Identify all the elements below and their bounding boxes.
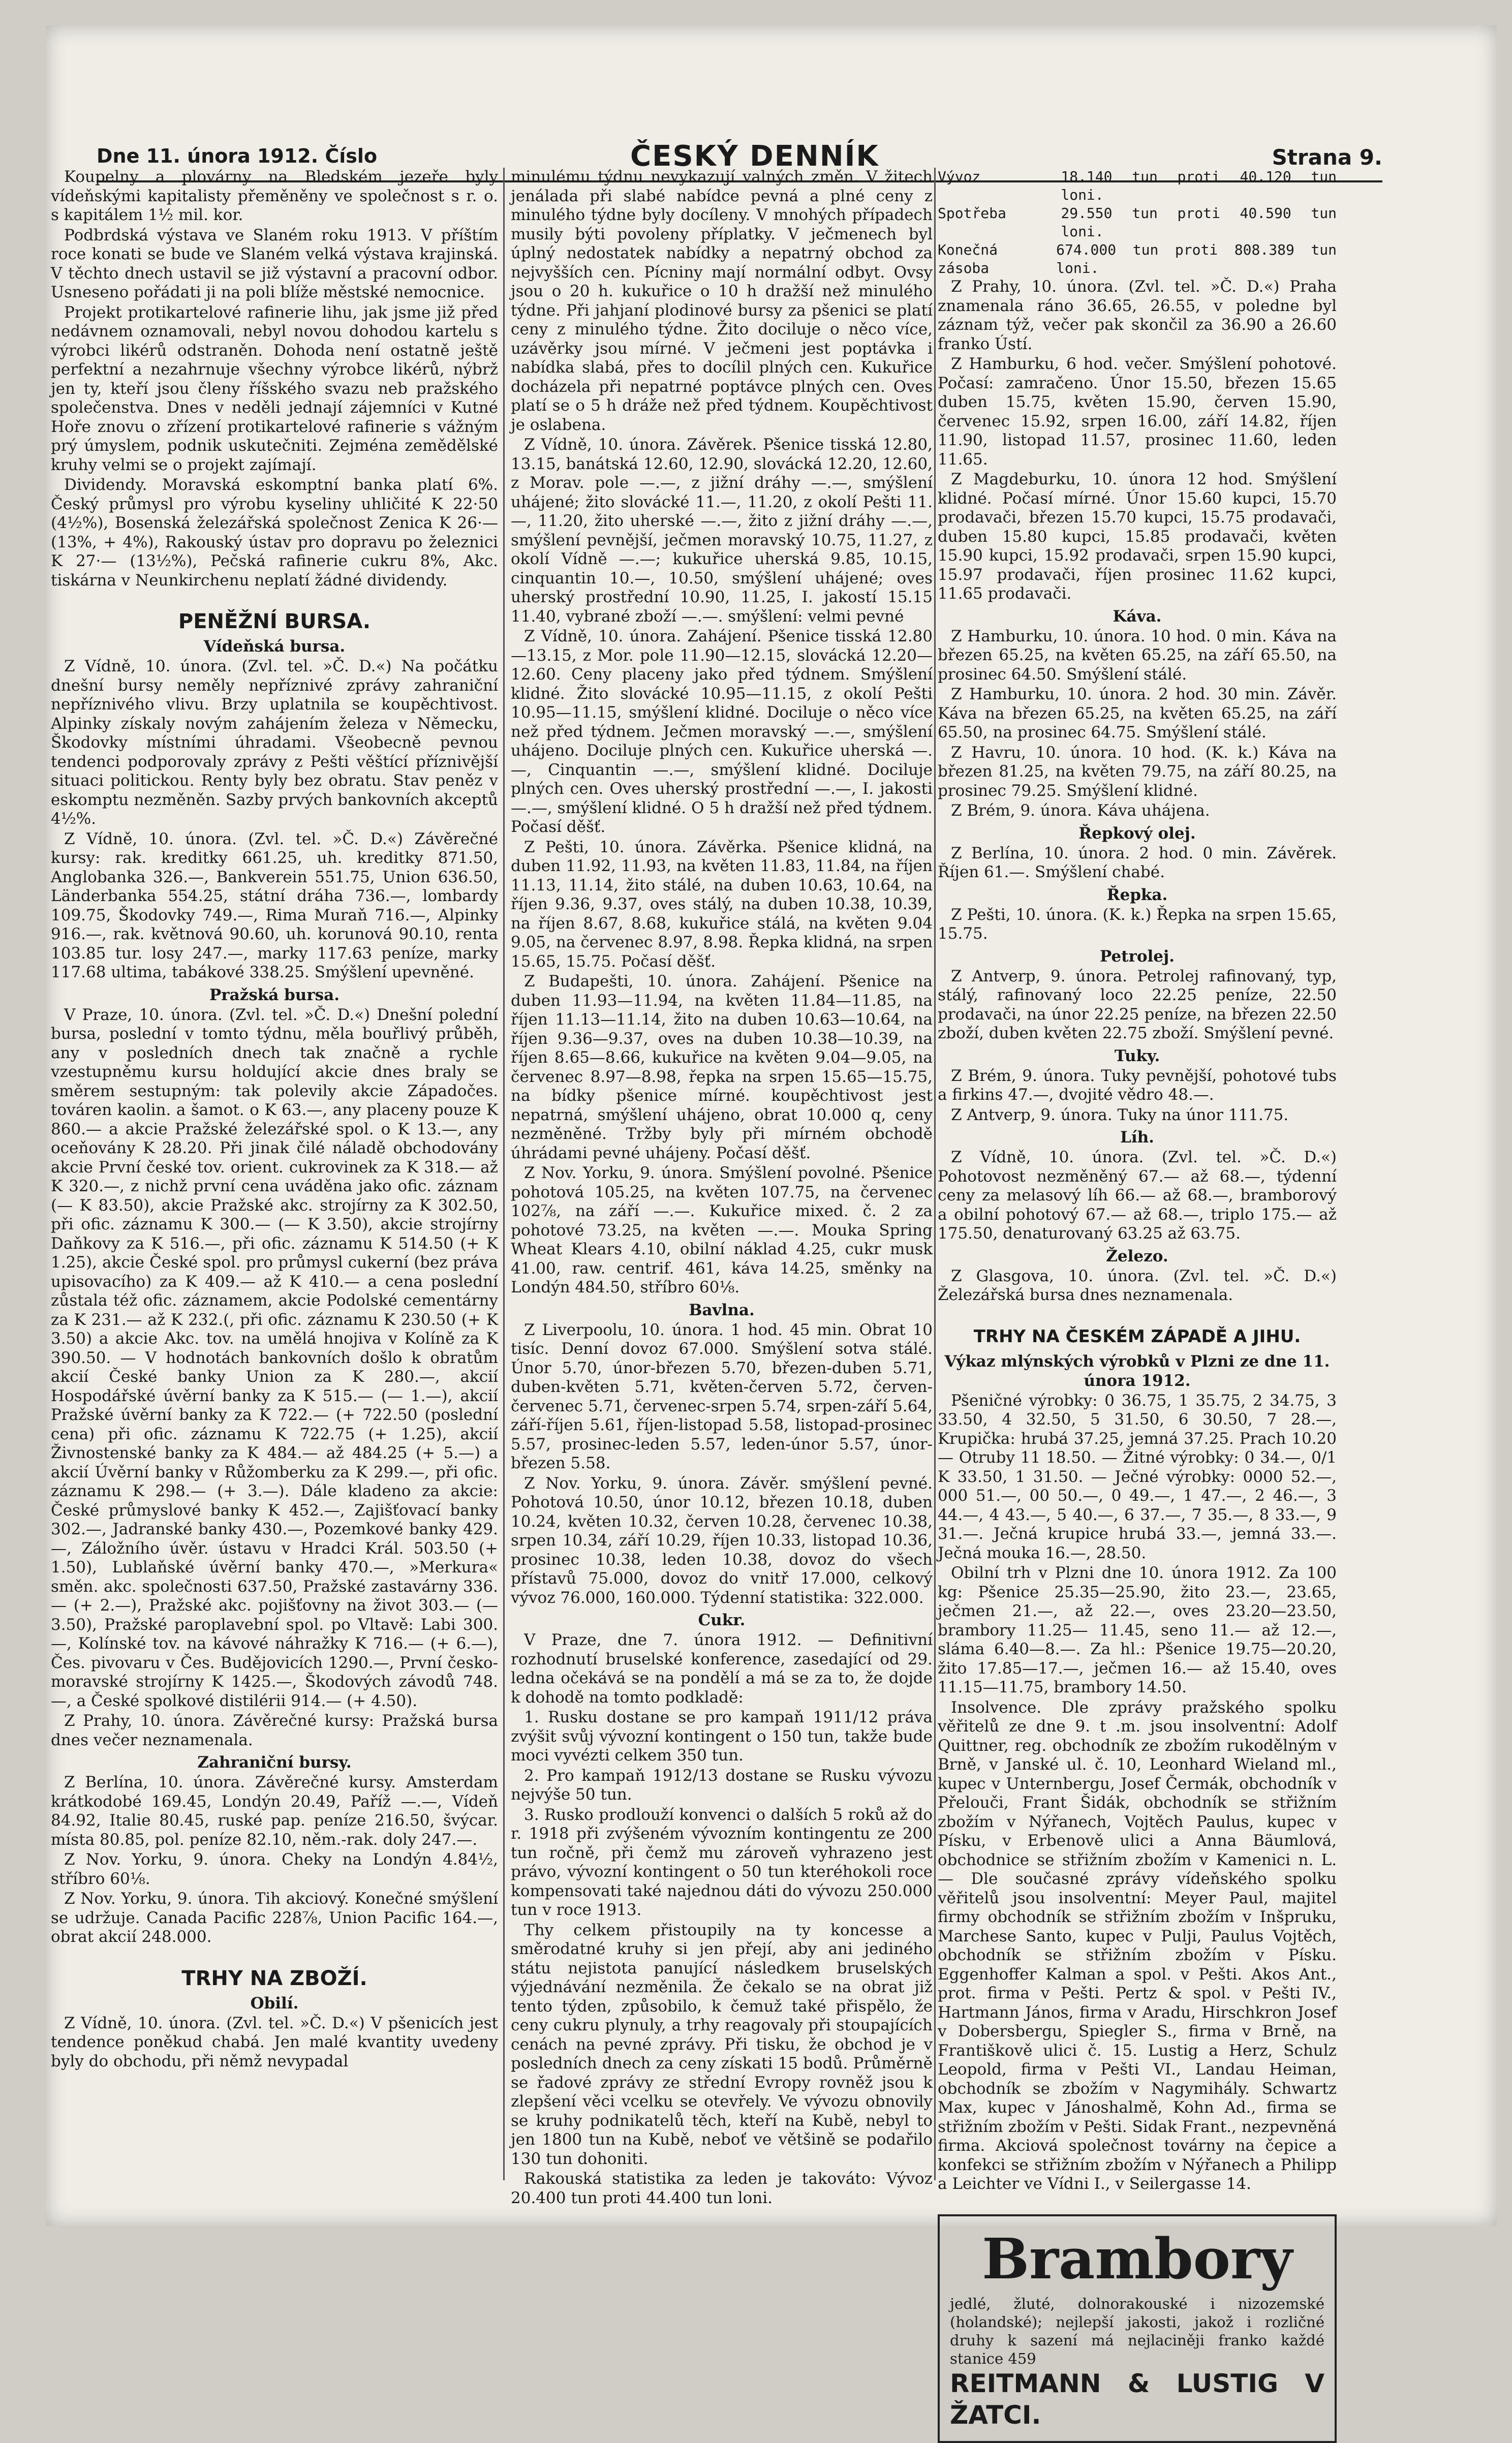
page-number: Strana 9. (1272, 145, 1382, 170)
sub-heading: Železo. (1106, 1247, 1168, 1265)
section-heading: TRHY NA ČESKÉM ZÁPADĚ A JIHU. (973, 1326, 1301, 1347)
article-paragraph: Z Nov. Yorku, 9. února. Závěr. smýšlení pevné. Pohotová 10.50, únor 10.12, březen 10.18, duben 10.24, květen 10.32, červen 10.28, červenec 10.38, srpen 10.34, září 10.29, říjen 10.33, listopad 10.36, prosinec 10.38, leden 10.38, dovoz do všech přístavů 75.000, dovoz do vnitř 17.000, celkový vývoz 76.000, 160.000. Týdenní statistika: 322.000. (511, 1474, 933, 1607)
article-paragraph: Z Brém, 9. února. Tuky pevnější, pohotové tubs a firkins 47.—, dvojité vědro 48.—. (938, 1066, 1337, 1104)
sub-heading: Řepka. (1106, 885, 1168, 904)
issue-date: Dne 11. února 1912. Číslo (97, 145, 378, 167)
sugar-stat-row (938, 204, 1337, 241)
stat-value: 18.140 tun proti 40.120 tun loni. (1061, 168, 1337, 203)
article-paragraph: minulému týdnu nevykazují valných změn. V žitech jenálada při slabé nabídce pevná a plné ceny z minulého týdne byly docíleny. V mnohých případech musily býti povoleny příplatky. V ječmenech byl úplný nedostatek nabídky a nepatrný obchod za nejvyšších cen. Pícniny mají normální odbyt. Ovsy jsou o 20 h. kukuřice o 10 h dražší než minulého týdne. Při jahjaní plodinové bursy za pšenici se platí ceny z minulého týdne. Žito dociluje o něco více, uzávěrky jsou mírné. V ječmeni jest poptávka i nabídka slabá, přes to docílil plných cen. Kukuřice docházela při nepatrné poptávce plných cen. Oves platí se o 5 h dráže než před týdnem. Koupěchtivost je oslabena. (511, 168, 933, 434)
sub-heading: Káva. (1113, 607, 1162, 626)
article-paragraph: Z Vídně, 10. února. Zahájení. Pšenice tisská 12.80—13.15, z Mor. pole 11.90—12.15, slovácká 12.20—12.60. Ceny placeny jako před týdnem. Smýšlení klidné. Žito slovácké 10.95—11.15, z okolí Pešti 10.95—11.15, smýšlení klidné. Dociluje o něco více než před týdnem. Ječmen moravský —.—, smýšlení uhájeno. Dociluje plných cen. Kukuřice uherská —.—, Cinquantin —.—, smýšlení klidné. Dociluje plných cen. Oves uherský prostřední —.—, I. jakosti —.—, smýšlení klidné. O 5 h dražší než před týdnem. Počasí děšť. (511, 627, 933, 836)
article-paragraph: Z Antverp, 9. února. Petrolej rafinovaný, typ, stálý, rafinovaný loco 22.25 peníze, 22.50 prodavači, na únor 22.25 peníze, na březen 22.50 zboží, duben květen 22.75 zboží. Smýšlení pevné. (938, 967, 1337, 1042)
article-paragraph: Z Prahy, 10. února. (Zvl. tel. »Č. D.«) Praha znamenala ráno 36.65, 26.55, v poledne byl záznam týž, večer pak skončil za 36.90 a 26.60 franko Ústí. (938, 277, 1337, 353)
sub-heading: Výkaz mlýnských výrobků v Plzni ze dne 11. února 1912. (944, 1352, 1330, 1390)
column-divider (934, 168, 936, 2180)
article-paragraph: Z Hamburku, 10. února. 2 hod. 30 min. Závěr. Káva na březen 65.25, na květen 65.25, na září 65.50, na prosinec 64.75. Smýšlení stálé. (938, 685, 1337, 741)
sub-heading: Zahraniční bursy. (197, 1753, 352, 1772)
article-paragraph: 2. Pro kampaň 1912/13 dostane se Rusku vývozu nejvýše 50 tun. (511, 1766, 933, 1804)
article-paragraph: Z Prahy, 10. února. Závěrečné kursy: Pražská bursa dnes večer neznamenala. (51, 1712, 498, 1749)
article-paragraph: Z Nov. Yorku, 9. února. Smýšlení povolné. Pšenice pohotová 105.25, na květen 107.75, na červenec 102⅞, na září —.—. Kukuřice mixed. č. 2 za pohotové 73.25, na květen —.—. Mouka Spring Wheat Klears 4.10, obilní náklad 4.25, cukr musk 41.00, raw. centrif. 461, káva 14.25, směnky na Londýn 484.50, stříbro 60⅛. (511, 1164, 933, 1296)
article-paragraph: Z Hamburku, 10. února. 10 hod. 0 min. Káva na březen 65.25, na květen 65.25, na září 65.50, na prosinec 64.50. Smýšlení stálé. (938, 627, 1337, 684)
article-paragraph: Z Nov. Yorku, 9. února. Tih akciový. Konečné smýšlení se udržuje. Canada Pacific 228⅞, Union Pacific 164.—, obrat akcií 248.000. (51, 1890, 498, 1946)
article-paragraph: Z Nov. Yorku, 9. února. Cheky na Londýn 4.84½, stříbro 60⅛. (51, 1850, 498, 1888)
ad-text: jedlé, žluté, dolnorakouské i nizozemské (holandské); nejlepší jakosti, jakož i rozličné druhy k sazení má nejlaciněji franko každé stanice 459 (950, 2295, 1324, 2367)
article-paragraph: Pšeničné výrobky: 0 36.75, 1 35.75, 2 34.75, 3 33.50, 4 32.50, 5 31.50, 6 30.50, 7 28.—, Krupička: hrubá 37.25, jemná 37.25. Prach 10.20 — Otruby 11 18.50. — Žitné výrobky: 0 34.—, 0/1 K 33.50, 1 31.50. — Ječné výrobky: 0000 52.—, 000 51.—, 00 50.—, 0 49.—, 1 47.—, 2 46.—, 3 44.—, 4 43.—, 5 40.—, 6 37.—, 7 35.—, 8 33.—, 9 31.—. Ječná krupice hrubá 33.—, jemná 33.—. Ječná mouka 16.—, 28.50. (938, 1391, 1337, 1562)
sub-heading: Líh. (1120, 1128, 1154, 1147)
section-heading: TRHY NA ZBOŽÍ. (181, 1966, 367, 1990)
article-paragraph: Z Vídně, 10. února. (Zvl. tel. »Č. D.«) Pohotovost nezměněný 67.— až 68.—, týdenní ceny za melasový líh 66.— až 68.—, bramborový a obilní pohotový 67.— až 68.—, triplo 175.— až 175.50, denaturovaný 63.25 až 63.75. (938, 1148, 1337, 1243)
sub-heading: Cukr. (698, 1611, 746, 1629)
article-paragraph: V Praze, 10. února. (Zvl. tel. »Č. D.«) Dnešní polední bursa, poslední v tomto týdnu, měla bouřlivý průběh, any v posledních dnech tak značně a rychle vzestupněmu kursu holdující akcie dnes braly se směrem sestupným: tak polevily akcie Západočes. továren kaolin. a šamot. o K 63.—, any placeny pouze K 860.— a akcie Pražské železářské spol. o K 13.—, any oceňovány K 28.20. Při jinak čilé náladě obchodovány akcie První české tov. orient. cukrovinek za K 318.— až K 320.—, z nichž první cena uváděna jako ofic. záznam (— K 83.50), akcie Pražské akc. strojírny za K 302.50, při ofic. záznamu K 300.— (— K 3.50), akcie strojírny Daňkovy za K 516.—, při ofic. záznamu K 514.50 (+ K 1.25), akcie České spol. pro průmysl cukerní (bez práva upisovacího) za K 409.— až K 410.— a cena poslední zůstala též ofic. záznamem, akcie Podolské cementárny za K 231.— až K 232.(, při ofic. záznamu K 230.50 (+ K 3.50) a akcie Akc. tov. na umělá hnojiva v Kolíně za K 390.50. — V hodnotách bankovních došlo k obratům akcií České banky Union za K 280.—, akcií Hospodářské úvěrní banky za K 515.— (— 1.—), akcií Pražské úvěrní banky za K 722.— (+ 722.50 (poslední cena) při ofic. záznamu K 722.75 (+ 1.25), akcií Živnostenské banky za K 484.— až 484.25 (+ 5.—) a akcií Úvěrní banky v Růžomberku za K 299.—, při ofic. záznamu K 298.— (+ 3.—). Dále kladeno za akcie: České průmyslové banky K 452.—, Zajišťovací banky 302.—, Jadranské banky 430.—, Pozemkové banky 429.—, Záložního úvěr. ústavu v Hradci Král. 503.50 (+ 1.50), Lublaňské úvěrní banky 470.—, »Merkura« směn. akc. společnosti 637.50, Pražské zastavárny 336.— (+ 2.—), Pražské akc. pojišťovny na život 303.— (— 3.50), Pražské paroplavební spol. po Vltavě: Labi 300.—, Kolínské tov. na kávové náhražky K 716.— (+ 6.—), Čes. pivovaru v Čes. Budějovicích 1290.—, První česko-moravské strojírny K 1425.—, Škodových závodů 748.—, a České spolkové distilérii 914.— (+ 4.50). (51, 1005, 498, 1710)
article-paragraph: Z Liverpoolu, 10. února. 1 hod. 45 min. Obrat 10 tisíc. Denní dovoz 67.000. Smýšlení sotva stálé. Únor 5.70, únor-březen 5.70, březen-duben 5.71, duben-květen 5.71, květen-červen 5.72, červen-červenec 5.71, červenec-srpen 5.74, srpen-září 5.64, září-říjen 5.61, říjen-listopad 5.58, listopad-prosinec 5.57, prosinec-leden 5.57, leden-únor 5.57, únor-březen 5.58. (511, 1320, 933, 1472)
sub-heading: Řepkový olej. (1078, 824, 1196, 843)
stat-label: Vývoz (938, 168, 981, 185)
article-paragraph: 1. Rusku dostane se pro kampaň 1911/12 práva zvýšit svůj vývozní kontingent o 150 tun, takže bude moci vyvézti celkem 350 tun. (511, 1708, 933, 1765)
article-paragraph: Z Antverp, 9. února. Tuky na únor 111.75. (951, 1105, 1289, 1124)
stat-label: Konečná zásoba (938, 241, 998, 276)
article-paragraph: Thy celkem přistoupily na ty koncesse a směrodatné kruhy si jen přejí, aby ani jediného státu nejistota panující následkem bruselských výjednávání nezměnila. Že čekalo se na obrat již tento týden, způsobilo, k čemuž také přispělo, že ceny cukru plynuly, a trhy reagovaly při stoupajících cenách na pevné zprávy. Při tisku, že obchod je v posledních dnech za ceny získati 15 bodů. Průměrně se řadové zprávy ze střední Evropy rovněž jsou k zlepšení věci vcelku se otevřely. Ve vývozu obnovily se kruhy podnikatelů těch, kteří na Kubě, nebyl to jen 1800 tun na Kubě, neboť ve většině se podařilo 130 tun dohoniti. (511, 1921, 933, 2168)
article-paragraph: Insolvence. Dle zprávy pražského spolku věřitelů ze dne 9. t .m. jsou insolventní: Adolf Quittner, reg. obchodník ze zbožím rukodělným v Brně, v Janské ul. č. 10, Leonhard Wieland ml., kupec v Unternbergu, Josef Čermák, obchodník v Přelouči, Frant Šidák, obchodník se střižním zbožím v Nýřanech, Vojtěch Paulus, kupec v Písku, v Erbenově ulici a Anna Bäumlová, obchodnice se střižním zbožím v Kamenici n. L. — Dle současné zprávy vídeňského spolku věřitelů jsou insolventní: Meyer Paul, majitel firmy obchodník se střižním zbožím v Inšpruku, Marchese Santo, kupec v Pulji, Paulus Vojtěch, obchodník se střižním zbožím v Písku. Eggenhoffer Kalman a spol. v Pešti. Akos Ant., prot. firma v Pešti. Pertz & spol. v Pešti IV., Hartmann János, firma v Aradu, Hirschkron Josef v Dobersbergu, Spiegler S., firma v Brně, na Františkově ulici č. 15. Lustig a Herz, Schulz Leopold, firma v Pešti VI., Landau Heiman, obchodník se zbožím v Nagymihály. Schwartz Max, kupec v Jánoshalmě, Kohn Ad., firma se střižním zbožím v Pešti. Sidak Frant., nezpevněná firma. Akciová společnost továrny na čepice a konfekci se střižním zbožím v Nýřanech a Philipp a Leichter ve Vídni I., v Seilergasse 14. (938, 1698, 1337, 2193)
article-paragraph: Rakouská statistika za leden je takováto: Vývoz 20.400 tun proti 44.400 tun loni. (511, 2170, 933, 2207)
stat-label: Spotřeba (938, 205, 1006, 222)
advertisement-box (938, 2214, 1337, 2443)
article-paragraph: Z Budapešti, 10. února. Zahájení. Pšenice na duben 11.93—11.94, na květen 11.84—11.85, na říjen 11.13—11.14, žito na duben 10.63—10.64, na říjen 9.36—9.37, oves na duben 10.38—10.39, na říjen 8.65—8.66, kukuřice na květen 9.04—9.05, na červenec 8.97—8.98, řepka na srpen 15.65—15.75, na bídky pšenice mírné. koupěchtivost jest nepatrná, smýšlení uhájeno, obrat 10.000 q, ceny nezměněné. Tržby byly při mírném obchodě úhrádami pevné uhájeny. Počasí děšť. (511, 972, 933, 1162)
article-paragraph: Z Vídně, 10. února. (Zvl. tel. »Č. D.«) Závěrečné kursy: rak. kreditky 661.25, uh. kreditky 871.50, Anglobanka 326.—, Bankverein 551.75, Union 636.50, Länderbanka 554.25, státní dráha 736.—, lombardy 109.75, Škodovky 749.—, Rima Muraň 716.—, Alpinky 916.—, rak. květnová 90.60, uh. korunová 90.10, renta 103.85 tur. losy 247.—, marky 117.63 peníze, marky 117.68 ultima, tabákové 338.25. Smýšlení upevněné. (51, 829, 498, 981)
article-paragraph: Z Vídně, 10. února. (Zvl. tel. »Č. D.«) V pšenicích jest tendence poněkud chabá. Jen malé kvantity uvedeny byly do obchodu, při němž nevypadal (51, 2014, 498, 2070)
article-paragraph: Z Berlína, 10. února. Závěrečné kursy. Amsterdam krátkodobé 169.45, Londýn 20.49, Paříž —.—, Vídeň 84.92, Italie 80.45, ruské pap. peníze 216.50, švýcar. místa 80.85, pol. peníze 82.10, něm.-rak. doly 247.—. (51, 1773, 498, 1849)
article-paragraph: Z Hamburku, 6 hod. večer. Smýšlení pohotové. Počasí: zamračeno. Únor 15.50, březen 15.65 duben 15.75, květen 15.90, červen 15.90, červenec 15.92, srpen 16.00, září 14.82, říjen 11.90, listopad 11.57, prosinec 11.60, leden 11.65. (938, 355, 1337, 469)
stat-value: 29.550 tun proti 40.590 tun loni. (1061, 205, 1337, 240)
sub-heading: Petrolej. (1099, 947, 1175, 966)
article-paragraph: 3. Rusko prodlouží konvenci o dalších 5 roků až do r. 1918 při zvýšeném vývozním kontingentu ze 200 tun ročně, při čemž mu zároveň vyhrazeno jest právo, vývozní kontingent o 50 tun kteréhokoli roce kompensovati také najednou dáti do vývozu 250.000 tun v roce 1913. (511, 1805, 933, 1919)
sugar-stat-row (938, 241, 1337, 277)
newspaper-title: ČESKÝ DENNÍK (630, 140, 879, 173)
ad-title: Brambory (982, 2225, 1292, 2292)
article-paragraph: Podbrdská výstava ve Slaném roku 1913. V příštím roce konati se bude ve Slaném velká výstava krajinská. V těchto dnech ustavil se již výstavní a pracovní odbor. Usneseno pořádati ji na poli blíže městské nemocnice. (51, 226, 498, 301)
column-1 (51, 168, 498, 2185)
ad-firm: REITMANN & LUSTIG V ŽATCI. (950, 2368, 1324, 2430)
article-paragraph: Z Magdeburku, 10. února 12 hod. Smýšlení klidné. Počasí mírné. Únor 15.60 kupci, 15.70 prodavači, březen 15.70 kupci, 15.75 prodavači, duben 15.80 kupci, 15.85 prodavači, květen 15.90 kupci, 15.92 prodavači, srpen 15.90 kupci, 15.97 prodavači, říjen prosinec 11.62 kupci, 11.65 prodavači. (938, 470, 1337, 603)
article-paragraph: Z Berlína, 10. února. 2 hod. 0 min. Závěrek. Říjen 61.—. Smýšlení chabé. (938, 844, 1337, 881)
article-paragraph: Obilní trh v Plzni dne 10. února 1912. Za 100 kg: Pšenice 25.35—25.90, žito 23.—, 23.65, ječmen 21.—, až 22.—, oves 23.20—23.50, brambory 11.25— 11.45, seno 11.— až 12.—, sláma 6.40—8.—. Za hl.: Pšenice 19.75—20.20, žito 17.85—17.—, ječmen 16.— až 15.40, oves 11.15—11.75, brambory 14.50. (938, 1564, 1337, 1696)
article-paragraph: Z Havru, 10. února. 10 hod. (K. k.) Káva na březen 81.25, na květen 79.75, na září 80.25, na prosinec 79.25. Smýšlení klidné. (938, 743, 1337, 800)
article-paragraph: Z Vídně, 10. února. (Zvl. tel. »Č. D.«) Na počátku dnešní bursy neměly nepříznivé zprávy zahraniční nepříznivého vlivu. Brzy uplatnila se koupěchtivost. Alpinky získaly novým zahájením železa v Německu, Škodovky místními úhradami. Všeobecně pevnou tendenci podporovaly zprávy z Pešti věštící příznivější situaci politickou. Renty byly bez obratu. Stav peněz v eskomptu nezměněn. Sazby prvých bankovních akceptů 4½%. (51, 657, 498, 828)
stat-value: 674.000 tun proti 808.389 tun loni. (1056, 241, 1337, 276)
article-paragraph: Koupelny a plovárny na Bledském jezeře byly vídeňskými kapitalisty přeměněny ve společnost s r. o. s kapitálem 1½ mil. kor. (51, 168, 498, 224)
article-paragraph: Z Brém, 9. února. Káva uhájena. (951, 801, 1210, 820)
column-3 (938, 168, 1337, 2430)
article-paragraph: Dividendy. Moravská eskomptní banka platí 6%. Český průmysl pro výrobu kyseliny uhličité K 22·50 (4½%), Bosenská železářská společnost Zenica K 26·— (13%, + 4%), Rakouský ústav pro dopravu po železnici K 27·— (13½%), Pečská rafinerie cukru 8%, Akc. tiskárna v Neunkirchenu neplatí žádné dividendy. (51, 476, 498, 590)
article-paragraph: Projekt protikartelové rafinerie lihu, jak jsme již před nedávnem oznamovali, nebyl novou dohodou kartelu s výrobci likérů odstraněn. Dohoda není ostatně ještě perfektní a nezahrnuje všechny výrobce likérů, nýbrž jen ty, kteří jsou členy říšského svazu neb pražského společenstva. Dnes v neděli jednají zájemníci v Kutné Hoře znovu o zřízení protikartelové rafinerie s vážným prý úmyslem, podnik uskutečniti. Zejména zemědělské kruhy velmi se o projekt zajímají. (51, 303, 498, 474)
sugar-stat-row (938, 168, 1337, 204)
article-paragraph: Z Glasgova, 10. února. (Zvl. tel. »Č. D.«) Železářská bursa dnes neznamenala. (938, 1266, 1337, 1304)
article-paragraph: Z Vídně, 10. února. Závěrek. Pšenice tisská 12.80, 13.15, banátská 12.60, 12.90, slovácká 12.20, 12.60, z Morav. pole —.—, z jižní dráhy —.—, smýšlení uhájené; žito slovácké 11.—, 11.20, z okolí Pešti 11.—, 11.20, žito uherské —.—, žito z jižní dráhy —.—, smýšlení pevnější, ječmen moravský 10.75, 11.27, z okolí Vídně —.—; kukuřice uherská 9.85, 10.15, cinquantin 10.—, 10.50, smýšlení uhájené; oves uherský prostřední 10.90, 11.25, I. jakostí 15.15 11.40, vybrané zboží —.—. smýšlení: velmi pevné (511, 436, 933, 626)
article-paragraph: V Praze, dne 7. února 1912. — Definitivní rozhodnutí bruselské konference, zasedající od 29. ledna očekává se na pondělí a má se za to, že dojde k dohodě na tomto podkladě: (511, 1631, 933, 1707)
sub-heading: Bavlna. (689, 1301, 755, 1319)
sub-heading: Pražská bursa. (209, 985, 340, 1004)
sub-heading: Obilí. (250, 1994, 299, 2013)
column-2 (511, 168, 933, 2207)
article-paragraph: Z Pešti, 10. února. Závěrka. Pšenice klidná, na duben 11.92, 11.93, na květen 11.83, 11.84, na říjen 11.13, 11.14, žito stálé, na duben 10.63, 10.64, na říjen 9.36, 9.37, oves stálý, na duben 10.38, 10.39, na říjen 8.67, 8.68, kukuřice stálá, na květen 9.04 9.05, na červenec 8.97, 8.98. Řepka klidná, na srpen 15.65, 15.75. Počasí děšť. (511, 838, 933, 971)
article-paragraph: Z Pešti, 10. února. (K. k.) Řepka na srpen 15.65, 15.75. (938, 905, 1337, 943)
sub-heading: Tuky. (1114, 1046, 1160, 1065)
sub-heading: Vídeňská bursa. (203, 637, 346, 656)
column-divider (503, 168, 505, 2180)
section-heading: PENĚŽNÍ BURSA. (178, 610, 371, 633)
